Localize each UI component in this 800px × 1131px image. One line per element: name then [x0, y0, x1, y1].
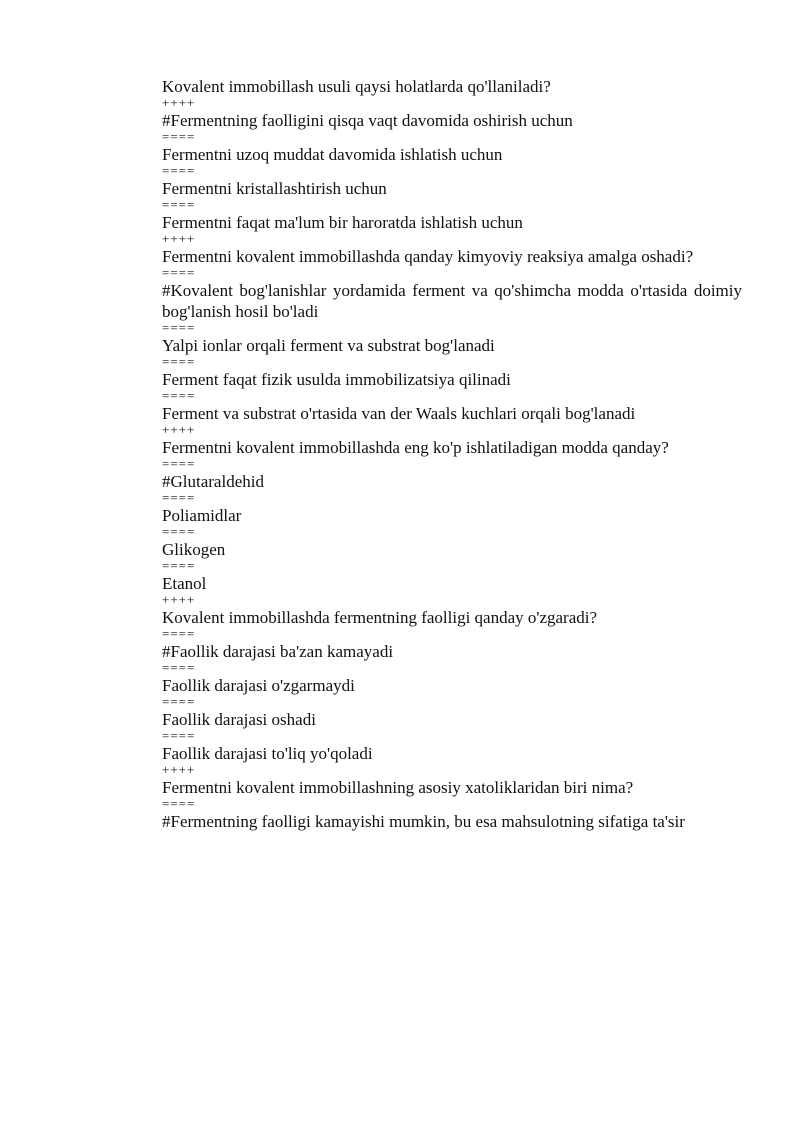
separator-equals: ====	[162, 456, 196, 471]
separator-plus: ++++	[162, 231, 196, 246]
question-line: Fermentni kovalent immobillashda qanday kimyoviy reaksiya amalga oshadi?	[162, 247, 694, 266]
question-line: Fermentni kovalent immobillashning asosiy xatoliklaridan biri nima?	[162, 778, 634, 797]
separator-equals: ====	[162, 558, 196, 573]
answer-line: Poliamidlar	[162, 506, 242, 525]
answer-line: Fermentni faqat ma'lum bir haroratda ishlatish uchun	[162, 213, 523, 232]
question-line: Kovalent immobillashda fermentning faolligi qanday o'zgaradi?	[162, 608, 598, 627]
separator-equals: ====	[162, 265, 196, 280]
separator-plus: ++++	[162, 95, 196, 110]
answer-line: Faollik darajasi to'liq yo'qoladi	[162, 744, 373, 763]
separator-equals: ====	[162, 626, 196, 641]
separator-plus: ++++	[162, 592, 196, 607]
separator-equals: ====	[162, 163, 196, 178]
separator-plus: ++++	[162, 762, 196, 777]
answer-line: #Glutaraldehid	[162, 472, 264, 491]
quiz-text-body	[115, 76, 742, 832]
answer-line: Fermentni kristallashtirish uchun	[162, 179, 387, 198]
answer-line: Faollik darajasi o'zgarmaydi	[162, 676, 355, 695]
question-line: Kovalent immobillash usuli qaysi holatlarda qo'llaniladi?	[162, 77, 551, 96]
answer-line: Ferment faqat fizik usulda immobilizatsiya qilinadi	[162, 370, 511, 389]
separator-equals: ====	[162, 796, 196, 811]
separator-equals: ====	[162, 354, 196, 369]
separator-plus: ++++	[162, 422, 196, 437]
answer-line: #Fermentning faolligini qisqa vaqt davomida oshirish uchun	[162, 111, 573, 130]
answer-line: Yalpi ionlar orqali ferment va substrat bog'lanadi	[162, 336, 495, 355]
separator-equals: ====	[162, 660, 196, 675]
question-line: Fermentni kovalent immobillashda eng ko'p ishlatiladigan modda qanday?	[162, 438, 669, 457]
answer-line: Faollik darajasi oshadi	[162, 710, 316, 729]
separator-equals: ====	[162, 728, 196, 743]
separator-equals: ====	[162, 524, 196, 539]
answer-line: #Kovalent bog'lanishlar yordamida ferment va qo'shimcha modda o'rtasida doimiy bog'lanish hosil bo'ladi	[162, 281, 742, 321]
separator-equals: ====	[162, 694, 196, 709]
separator-equals: ====	[162, 197, 196, 212]
separator-equals: ====	[162, 388, 196, 403]
answer-line: #Faollik darajasi ba'zan kamayadi	[162, 642, 394, 661]
answer-line: #Fermentning faolligi kamayishi mumkin, bu esa mahsulotning sifatiga ta'sir	[162, 812, 685, 831]
separator-equals: ====	[162, 490, 196, 505]
answer-line: Fermentni uzoq muddat davomida ishlatish uchun	[162, 145, 503, 164]
answer-line: Etanol	[162, 574, 207, 593]
separator-equals: ====	[162, 320, 196, 335]
answer-line: Ferment va substrat o'rtasida van der Waals kuchlari orqali bog'lanadi	[162, 404, 636, 423]
separator-equals: ====	[162, 129, 196, 144]
answer-line: Glikogen	[162, 540, 226, 559]
